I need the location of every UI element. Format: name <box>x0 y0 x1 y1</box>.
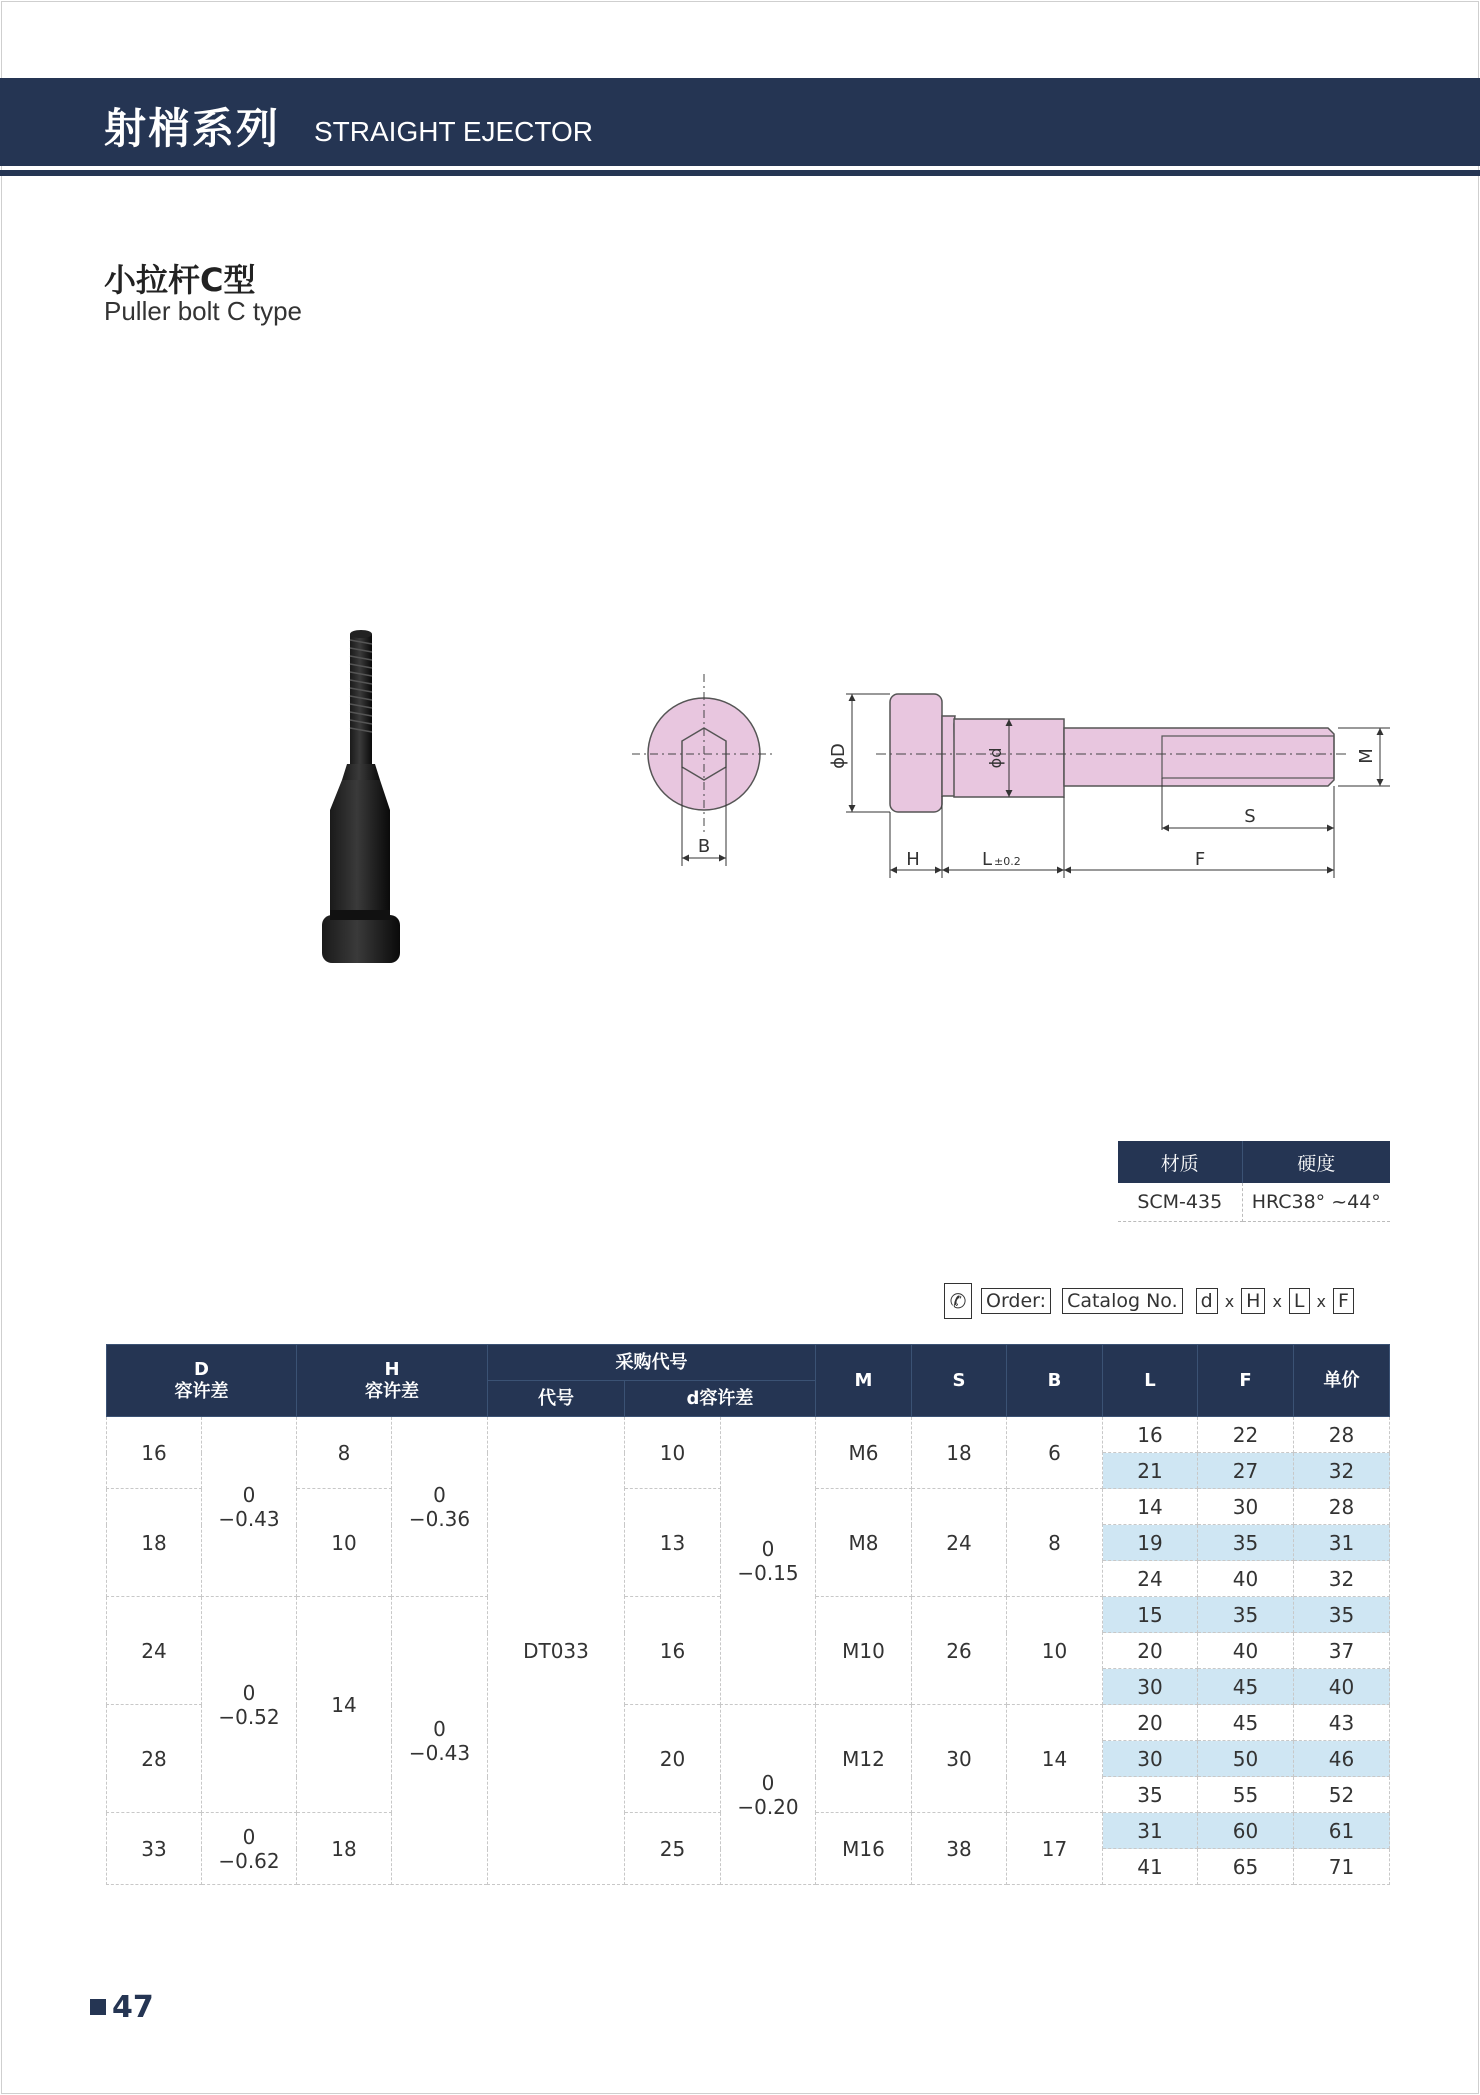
cell-F: 45 <box>1198 1705 1294 1741</box>
cell-price: 40 <box>1294 1669 1390 1705</box>
col-header-price: 单价 <box>1294 1345 1390 1417</box>
label-L: L <box>981 849 992 870</box>
order-sep: x <box>1272 1291 1282 1311</box>
cell-d: 20 <box>625 1705 721 1813</box>
cell-D-tol: 0 −0.43 <box>202 1417 297 1597</box>
order-catalog: Catalog No. <box>1062 1288 1183 1314</box>
cell-price: 32 <box>1294 1453 1390 1489</box>
cell-d: 16 <box>625 1597 721 1705</box>
label-H: H <box>906 849 920 870</box>
product-photo <box>300 620 420 980</box>
page-number: 47 <box>90 1990 154 2025</box>
cell-D-tol: 0 −0.62 <box>202 1813 297 1885</box>
col-header-code: 代号 <box>488 1381 625 1417</box>
cell-F: 30 <box>1198 1489 1294 1525</box>
col-header-B: B <box>1007 1345 1103 1417</box>
label-L-tol: ±0.2 <box>994 855 1021 868</box>
phone-icon: ✆ <box>944 1283 972 1319</box>
cell-F: 35 <box>1198 1525 1294 1561</box>
cell-L: 19 <box>1103 1525 1198 1561</box>
cell-D: 18 <box>107 1489 202 1597</box>
technical-drawing <box>620 660 1400 900</box>
cell-price: 28 <box>1294 1489 1390 1525</box>
cell-L: 24 <box>1103 1561 1198 1597</box>
cell-F: 65 <box>1198 1849 1294 1885</box>
cell-H: 18 <box>297 1813 392 1885</box>
header-line <box>0 170 1480 176</box>
cell-price: 28 <box>1294 1417 1390 1453</box>
cell-H-tol: 0 −0.43 <box>392 1597 488 1885</box>
cell-M: M12 <box>816 1705 912 1813</box>
cell-F: 55 <box>1198 1777 1294 1813</box>
cell-F: 50 <box>1198 1741 1294 1777</box>
cell-S: 38 <box>912 1813 1007 1885</box>
cell-L: 21 <box>1103 1453 1198 1489</box>
cell-L: 20 <box>1103 1633 1198 1669</box>
cell-L: 15 <box>1103 1597 1198 1633</box>
cell-B: 14 <box>1007 1705 1103 1813</box>
header-title-cn: 射梢系列 <box>104 104 281 153</box>
cell-H: 14 <box>297 1597 392 1813</box>
cell-price: 61 <box>1294 1813 1390 1849</box>
label-phiD: ϕD <box>828 743 849 769</box>
cell-price: 46 <box>1294 1741 1390 1777</box>
cell-M: M10 <box>816 1597 912 1705</box>
cell-S: 18 <box>912 1417 1007 1489</box>
cell-price: 52 <box>1294 1777 1390 1813</box>
cell-price: 35 <box>1294 1597 1390 1633</box>
order-sep: x <box>1224 1291 1235 1311</box>
cell-d: 25 <box>625 1813 721 1885</box>
section-title-cn: 小拉杆C型 <box>104 261 256 299</box>
label-S: S <box>1244 806 1256 827</box>
label-B: B <box>697 836 711 857</box>
cell-B: 17 <box>1007 1813 1103 1885</box>
cell-F: 35 <box>1198 1597 1294 1633</box>
cell-price: 43 <box>1294 1705 1390 1741</box>
cell-price: 37 <box>1294 1633 1390 1669</box>
order-part-F: F <box>1333 1288 1354 1314</box>
label-phid: ϕd <box>986 747 1005 769</box>
cell-M: M16 <box>816 1813 912 1885</box>
col-header-H: H 容许差 <box>297 1345 488 1417</box>
cell-H-tol: 0 −0.36 <box>392 1417 488 1597</box>
cell-L: 35 <box>1103 1777 1198 1813</box>
cell-F: 60 <box>1198 1813 1294 1849</box>
cell-d-tol: 0 −0.15 <box>721 1417 816 1705</box>
cell-price: 71 <box>1294 1849 1390 1885</box>
cell-S: 30 <box>912 1705 1007 1813</box>
cell-D: 33 <box>107 1813 202 1885</box>
cell-D: 28 <box>107 1705 202 1813</box>
cell-B: 6 <box>1007 1417 1103 1489</box>
cell-code: DT033 <box>488 1417 625 1885</box>
material-header: 材质 <box>1118 1141 1242 1183</box>
label-F: F <box>1194 849 1206 870</box>
cell-F: 45 <box>1198 1669 1294 1705</box>
col-header-D: D 容许差 <box>107 1345 297 1417</box>
col-header-F: F <box>1198 1345 1294 1417</box>
cell-B: 8 <box>1007 1489 1103 1597</box>
cell-L: 14 <box>1103 1489 1198 1525</box>
cell-B: 10 <box>1007 1597 1103 1705</box>
hardness-header: 硬度 <box>1242 1141 1390 1183</box>
material-table <box>1118 1141 1390 1222</box>
cell-L: 30 <box>1103 1669 1198 1705</box>
spec-table <box>106 1344 1390 1885</box>
col-header-L: L <box>1103 1345 1198 1417</box>
order-sep: x <box>1316 1291 1326 1311</box>
order-line <box>944 1281 1357 1321</box>
header-title-en: STRAIGHT EJECTOR <box>314 116 594 147</box>
cell-L: 16 <box>1103 1417 1198 1453</box>
col-header-d-tol: d容许差 <box>625 1381 816 1417</box>
cell-M: M8 <box>816 1489 912 1597</box>
cell-F: 40 <box>1198 1561 1294 1597</box>
col-header-M: M <box>816 1345 912 1417</box>
cell-L: 20 <box>1103 1705 1198 1741</box>
cell-D-tol: 0 −0.52 <box>202 1597 297 1813</box>
cell-M: M6 <box>816 1417 912 1489</box>
page-marker-icon <box>90 1999 106 2015</box>
order-label: Order: <box>981 1288 1051 1314</box>
col-header-purchase: 采购代号 <box>488 1345 816 1381</box>
cell-D: 24 <box>107 1597 202 1705</box>
cell-H: 10 <box>297 1489 392 1597</box>
material-value: SCM-435 <box>1118 1183 1242 1222</box>
cell-S: 26 <box>912 1597 1007 1705</box>
col-header-S: S <box>912 1345 1007 1417</box>
order-part-L: L <box>1289 1288 1310 1314</box>
cell-d-tol: 0 −0.20 <box>721 1705 816 1885</box>
cell-H: 8 <box>297 1417 392 1489</box>
cell-d: 13 <box>625 1489 721 1597</box>
hardness-value: HRC38° ~44° <box>1242 1183 1390 1222</box>
cell-D: 16 <box>107 1417 202 1489</box>
cell-price: 32 <box>1294 1561 1390 1597</box>
order-part-d: d <box>1196 1288 1218 1314</box>
cell-F: 22 <box>1198 1417 1294 1453</box>
label-M: M <box>1356 748 1377 764</box>
cell-F: 27 <box>1198 1453 1294 1489</box>
cell-L: 30 <box>1103 1741 1198 1777</box>
section-title-en: Puller bolt C type <box>104 296 302 326</box>
order-part-H: H <box>1241 1288 1265 1314</box>
cell-F: 40 <box>1198 1633 1294 1669</box>
cell-d: 10 <box>625 1417 721 1489</box>
cell-price: 31 <box>1294 1525 1390 1561</box>
cell-L: 41 <box>1103 1849 1198 1885</box>
cell-L: 31 <box>1103 1813 1198 1849</box>
cell-S: 24 <box>912 1489 1007 1597</box>
